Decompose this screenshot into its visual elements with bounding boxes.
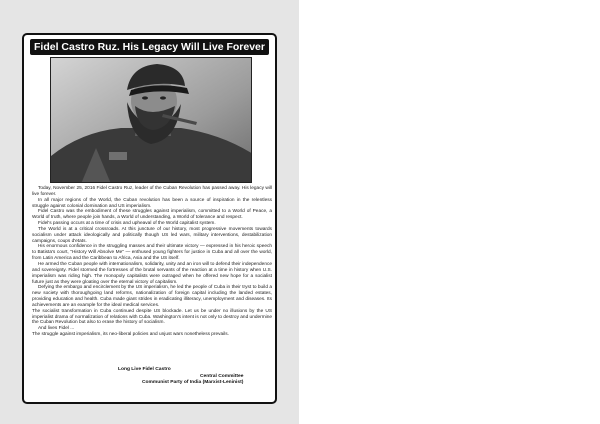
body-text (32, 186, 272, 338)
signature-party: Communist Party of India (Marxist-Leninist) (142, 380, 244, 385)
blank-page-area (299, 0, 600, 424)
portrait-image (51, 58, 252, 183)
paragraph: He armed the Cuban people with internationalism, solidarity, unity and an iron will to defend their independence and sovereignty. Fidel stormed the fortresses of the brutal servants of the reaction at a time in history when U.S. imperialism was riding high. The monopoly capitalists were outraged when he offered new hope for a socialist future just as they were gloating over the eternal victory of capitalism. (32, 261, 272, 285)
paragraph: Defying the embargo and encirclement by the US imperialism, he led the people of Cuba in their tryst to build a new society with thoroughgoing land reforms, nationalization of foreign capital including the landed estates, providing education and health. Cuba made giant strides in eradicating illiteracy, unemployment and diseases. Its achievements are an example for the ideal medical services. (32, 285, 272, 308)
leaflet-title: Fidel Castro Ruz. His Legacy Will Live Forever (30, 39, 269, 55)
paragraph: The struggle against imperialism, its neo-liberal policies and unjust wars nonetheless prevails. (32, 332, 229, 338)
paragraph: Fidel's passing occurs at a time of crisis and upheaval of the World capitalist system. (38, 221, 216, 227)
paragraph: In all major regions of the World, the Cuban revolution has been a source of inspiration in the relentless struggle against colonial domination and US imperialism. (32, 197, 272, 209)
paragraph: Fidel Castro was the embodiment of these struggles against imperialism, committed to a World of Peace, a World of truth, where people join hands, a World of understanding, a World of tolerance and respect. (32, 209, 272, 221)
signature-committee: Central Committee (200, 374, 244, 379)
paragraph: The socialist transformation in Cuba continued despite US blockade. Let us be under no illusions by the US imperialist drama of normalization of relations with Cuba. Washington's intent is not only to destroy and undermine the Cuban Revolution but also to erase the history of socialism. (32, 308, 272, 326)
closing-slogan: Long Live Fidel Castro (118, 367, 171, 372)
paragraph: Today, November 25, 2016 Fidel Castro Ruz, leader of the Cuban Revolution has passed away. His legacy will live forever. (32, 186, 272, 197)
paragraph: The World is at a critical crossroads. At this juncture of our history, most progressive movements towards socialism under attack ideologically and politically though US led wars, military interventions, destabilization campaigns, coups d'etats. (32, 226, 272, 244)
leaflet-page (22, 33, 277, 404)
paragraph: His enormous confidence in the struggling masses and their ultimate victory — expressed in his heroic speech to Batista's court, "History Will Absolve Me" — enthused young fighters for justice in Cuba and all over the world, from Latin America and the Caribbean to Africa, Asia and the US itself. (32, 244, 272, 262)
portrait-photo (50, 57, 252, 183)
paragraph: And lives Fidel ... (38, 326, 75, 332)
